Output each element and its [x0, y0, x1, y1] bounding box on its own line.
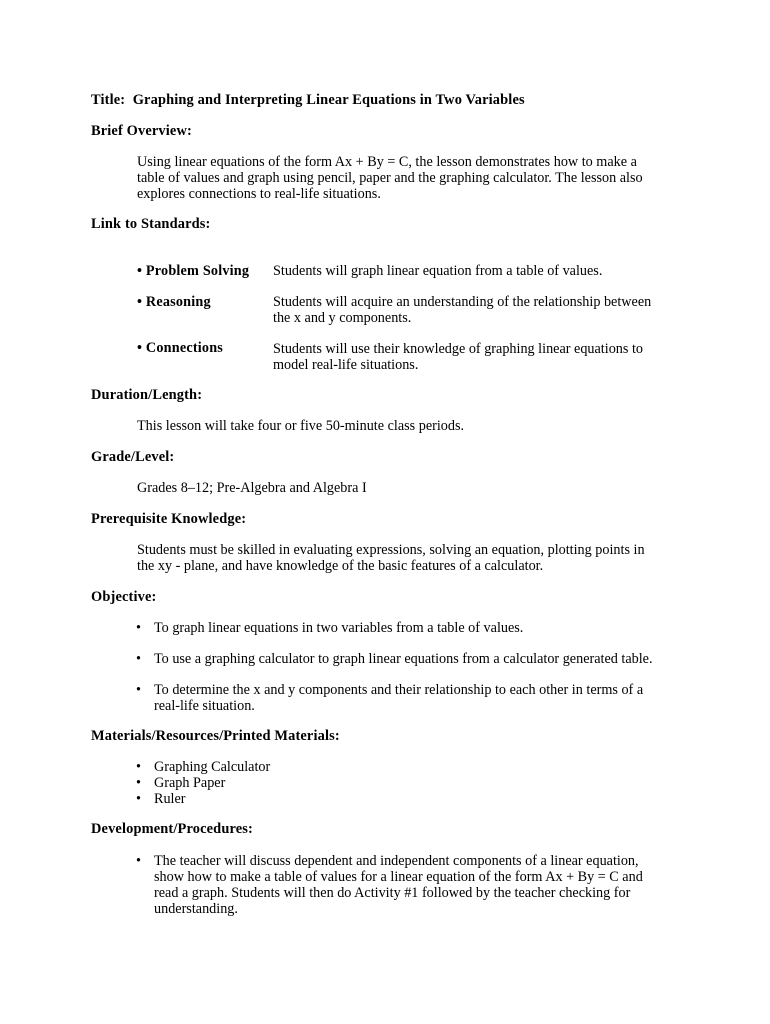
materials-bullet: • [136, 775, 141, 791]
standard-name: Reasoning [145, 294, 211, 310]
objective-item-line: To graph linear equations in two variables from a table of values. [154, 620, 524, 636]
title-line [91, 92, 525, 109]
objective-item-line: real-life situation. [154, 698, 255, 714]
grade-heading: Grade/Level: [91, 449, 175, 465]
procedures-bullet: • [136, 853, 141, 869]
standard-bullet: • [137, 294, 143, 310]
objective-item-line: To use a graphing calculator to graph linear equations from a calculator generated table. [154, 651, 653, 667]
prerequisite-line-2: the xy - plane, and have knowledge of the basic features of a calculator. [137, 558, 544, 574]
standard-bullet: • [137, 340, 143, 356]
prerequisite-heading: Prerequisite Knowledge: [91, 511, 247, 527]
standard-name: Problem Solving [145, 263, 250, 279]
title-label: Title: [91, 92, 126, 108]
overview-line-3: explores connections to real-life situations. [137, 186, 381, 202]
procedures-line-4: understanding. [154, 901, 238, 917]
standard-bullet: • [137, 263, 143, 279]
overview-line-2: table of values and graph using pencil, paper and the graphing calculator. The lesson also [137, 170, 643, 186]
objective-bullet: • [136, 651, 141, 667]
objective-bullet: • [136, 620, 141, 636]
standards-heading: Link to Standards: [91, 216, 211, 232]
standard-connections [137, 340, 223, 357]
duration-text: This lesson will take four or five 50-minute class periods. [137, 418, 465, 434]
standard-desc-line: the x and y components. [273, 310, 412, 326]
standard-desc-line: Students will acquire an understanding of the relationship between [273, 294, 652, 310]
objective-heading: Objective: [91, 589, 157, 605]
overview-line-1: Using linear equations of the form Ax + By = C, the lesson demonstrates how to make a [137, 154, 637, 170]
materials-item: Graphing Calculator [154, 759, 271, 775]
title-text: Graphing and Interpreting Linear Equations in Two Variables [132, 92, 525, 108]
duration-heading: Duration/Length: [91, 387, 203, 403]
materials-item: Ruler [154, 791, 186, 807]
standard-desc-line: Students will use their knowledge of graphing linear equations to [273, 341, 643, 357]
procedures-line-1: The teacher will discuss dependent and independent components of a linear equation, [154, 853, 639, 869]
materials-item: Graph Paper [154, 775, 226, 791]
materials-bullet: • [136, 759, 141, 775]
materials-heading: Materials/Resources/Printed Materials: [91, 728, 340, 744]
procedures-line-3: read a graph. Students will then do Activity #1 followed by the teacher checking for [154, 885, 631, 901]
overview-heading: Brief Overview: [91, 123, 192, 139]
standard-name: Connections [145, 340, 224, 356]
standard-reasoning [137, 294, 211, 311]
standard-problem-solving [137, 263, 249, 280]
objective-bullet: • [136, 682, 141, 698]
grade-text: Grades 8–12; Pre-Algebra and Algebra I [137, 480, 367, 496]
objective-item-line: To determine the x and y components and their relationship to each other in terms of a [154, 682, 644, 698]
standard-desc-line: Students will graph linear equation from a table of values. [273, 263, 603, 279]
procedures-heading: Development/Procedures: [91, 821, 253, 837]
materials-bullet: • [136, 791, 141, 807]
standard-desc-line: model real-life situations. [273, 357, 419, 373]
prerequisite-line-1: Students must be skilled in evaluating expressions, solving an equation, plotting points in [137, 542, 645, 558]
procedures-line-2: show how to make a table of values for a linear equation of the form Ax + By = C and [154, 869, 643, 885]
